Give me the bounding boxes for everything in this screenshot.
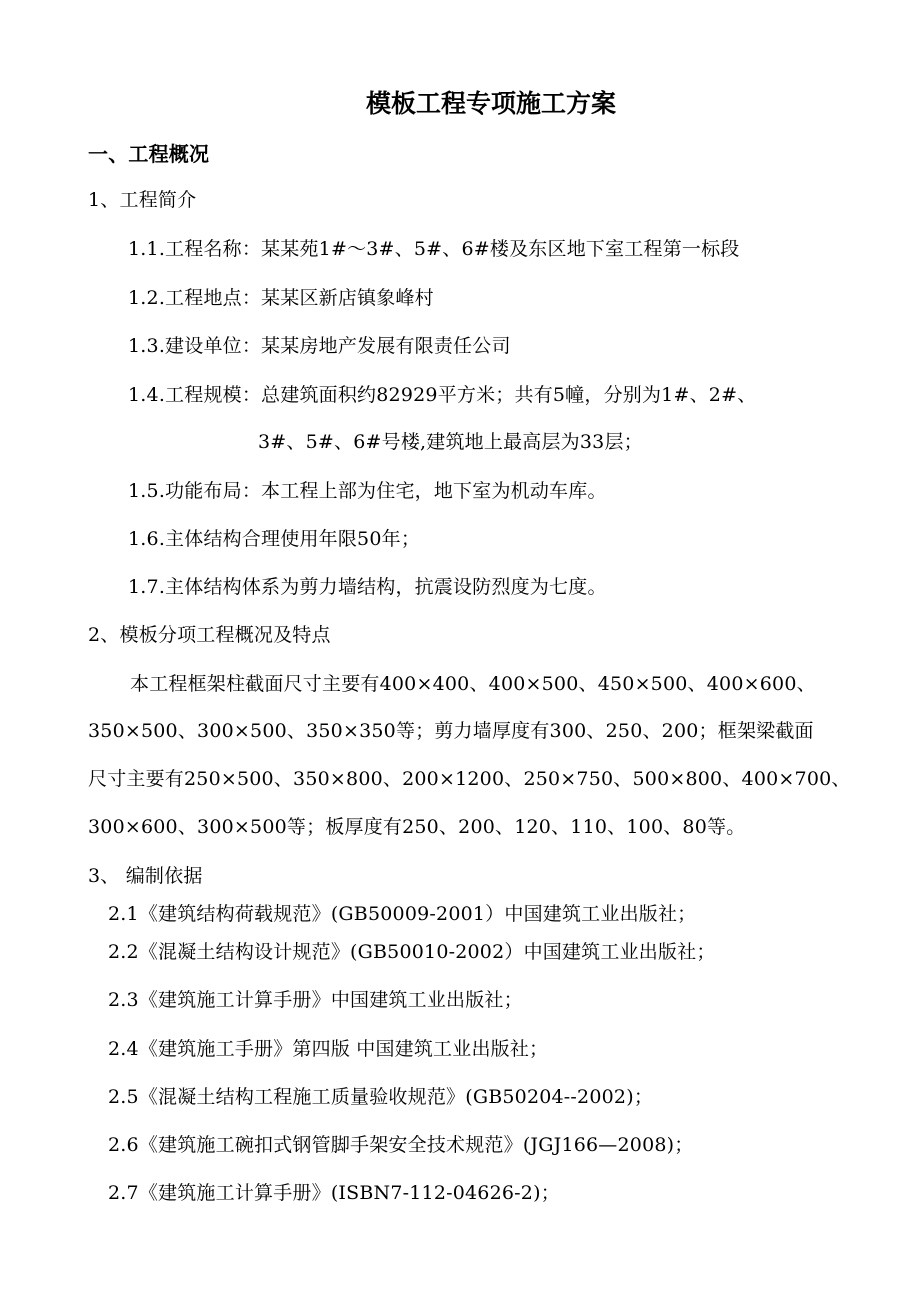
formwork-paragraph-line: 350×500、300×500、350×350等；剪力墙厚度有300、250、200；框架梁截面 [88, 720, 814, 742]
basis-item: 2.4《建筑施工手册》第四版 中国建筑工业出版社； [108, 1038, 549, 1060]
intro-item-service-life: 1.6.主体结构合理使用年限50年； [128, 528, 421, 550]
basis-item: 2.7《建筑施工计算手册》(ISBN7-112-04626-2)； [108, 1182, 560, 1204]
formwork-paragraph-line: 本工程框架柱截面尺寸主要有400×400、400×500、450×500、400×600、 [130, 673, 816, 695]
basis-item: 2.1《建筑结构荷载规范》(GB50009-2001）中国建筑工业出版社； [108, 903, 697, 925]
intro-item-location: 1.2.工程地点：某某区新店镇象峰村 [128, 287, 434, 309]
basis-item: 2.2《混凝土结构设计规范》(GB50010-2002）中国建筑工业出版社； [108, 941, 716, 963]
subsection-heading-intro: 1、工程简介 [88, 189, 197, 211]
formwork-paragraph-line: 尺寸主要有250×500、350×800、200×1200、250×750、500×800、400×700、 [88, 768, 851, 790]
formwork-paragraph-line: 300×600、300×500等；板厚度有250、200、120、110、100、80等。 [88, 816, 746, 838]
intro-item-scale: 1.4.工程规模：总建筑面积约82929平方米；共有5幢，分别为1#、2#、 [128, 384, 757, 406]
document-title: 模板工程专项施工方案 [365, 89, 616, 118]
section-heading-overview: 一、工程概况 [88, 142, 210, 166]
intro-item-owner: 1.3.建设单位：某某房地产发展有限责任公司 [128, 335, 511, 357]
basis-item: 2.5《混凝土结构工程施工质量验收规范》(GB50204--2002)； [108, 1086, 654, 1108]
intro-item-project-name: 1.1.工程名称：某某苑1#～3#、5#、6#楼及东区地下室工程第一标段 [128, 238, 740, 260]
basis-item: 2.6《建筑施工碗扣式钢管脚手架安全技术规范》(JGJ166—2008)； [108, 1134, 694, 1156]
basis-item: 2.3《建筑施工计算手册》中国建筑工业出版社； [108, 989, 523, 1011]
intro-item-scale-continued: 3#、5#、6#号楼,建筑地上最高层为33层； [258, 431, 643, 453]
subsection-heading-basis: 3、 编制依据 [88, 865, 203, 887]
intro-item-function: 1.5.功能布局：本工程上部为住宅，地下室为机动车库。 [128, 480, 607, 502]
subsection-heading-formwork: 2、模板分项工程概况及特点 [88, 624, 331, 646]
intro-item-structure: 1.7.主体结构体系为剪力墙结构，抗震设防烈度为七度。 [128, 576, 607, 598]
